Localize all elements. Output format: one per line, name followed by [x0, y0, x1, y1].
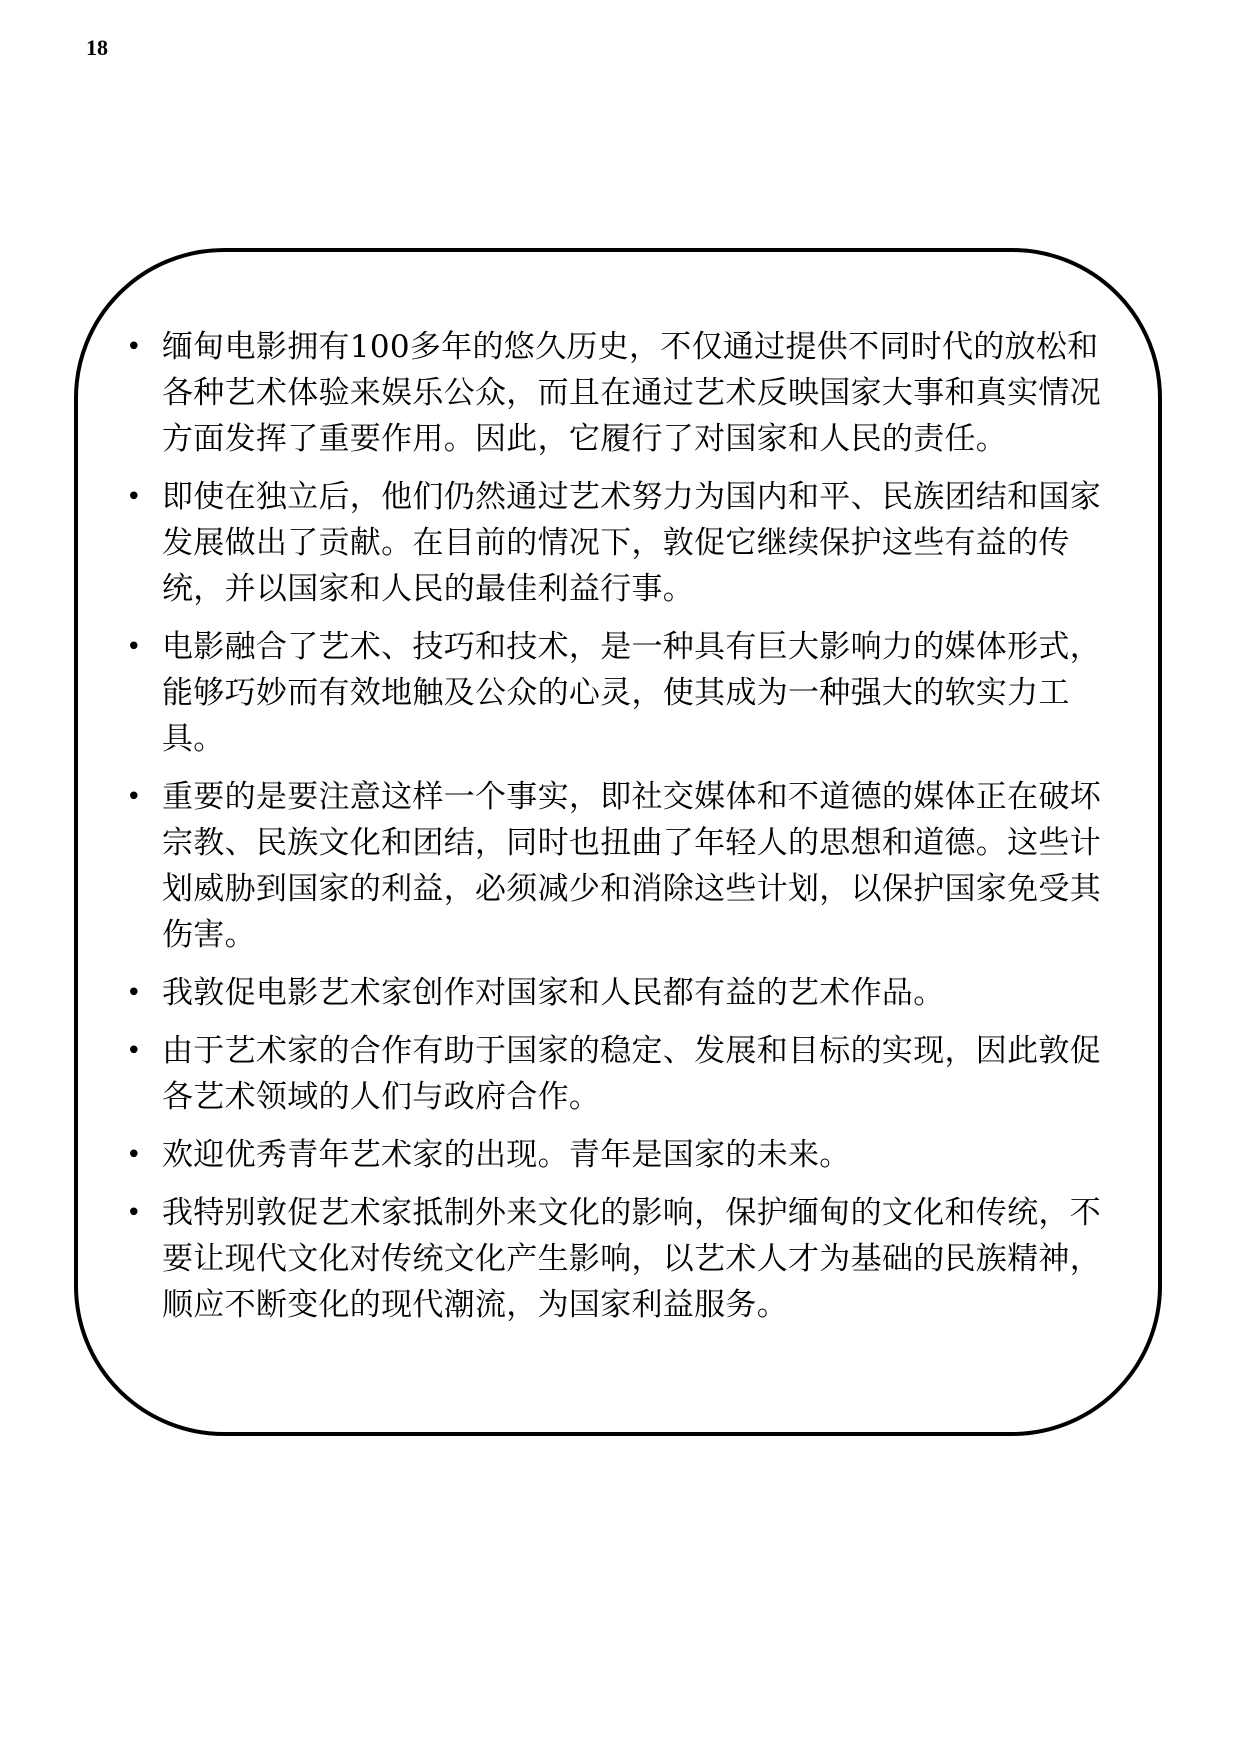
list-item-text: 欢迎优秀青年艺术家的出现。青年是国家的未来。 [162, 1137, 851, 1173]
list-item [124, 774, 1124, 958]
bullet-icon: • [126, 482, 142, 512]
bullet-icon: • [126, 978, 142, 1008]
bullet-icon: • [126, 782, 142, 812]
list-item [124, 1190, 1124, 1328]
page-number: 18 [86, 35, 108, 60]
bullet-icon: • [126, 1140, 142, 1170]
list-item [124, 1028, 1124, 1120]
list-item [124, 624, 1124, 762]
bullet-icon: • [126, 632, 142, 662]
list-item-text: 缅甸电影拥有100多年的悠久历史，不仅通过提供不同时代的放松和各种艺术体验来娱乐公众，而且在通过艺术反映国家大事和真实情况方面发挥了重要作用。因此，它履行了对国家和人民的责任。 [162, 329, 1101, 457]
list-item-text: 我敦促电影艺术家创作对国家和人民都有益的艺术作品。 [162, 975, 945, 1011]
list-item [124, 324, 1124, 462]
bullet-list [124, 324, 1124, 1340]
bullet-icon: • [126, 1198, 142, 1228]
bullet-icon: • [126, 1036, 142, 1066]
list-item [124, 474, 1124, 612]
list-item-text: 电影融合了艺术、技巧和技术，是一种具有巨大影响力的媒体形式，能够巧妙而有效地触及公众的心灵，使其成为一种强大的软实力工具。 [162, 629, 1101, 757]
list-item [124, 1132, 1124, 1178]
list-item-text: 即使在独立后，他们仍然通过艺术努力为国内和平、民族团结和国家发展做出了贡献。在目前的情况下，敦促它继续保护这些有益的传统，并以国家和人民的最佳利益行事。 [162, 479, 1101, 607]
list-item-text: 重要的是要注意这样一个事实，即社交媒体和不道德的媒体正在破坏宗教、民族文化和团结，同时也扭曲了年轻人的思想和道德。这些计划威胁到国家的利益，必须减少和消除这些计划，以保护国家免受其伤害。 [162, 779, 1101, 953]
list-item-text: 我特别敦促艺术家抵制外来文化的影响，保护缅甸的文化和传统，不要让现代文化对传统文化产生影响，以艺术人才为基础的民族精神，顺应不断变化的现代潮流，为国家利益服务。 [162, 1195, 1101, 1323]
bullet-icon: • [126, 332, 142, 362]
list-item-text: 由于艺术家的合作有助于国家的稳定、发展和目标的实现，因此敦促各艺术领域的人们与政府合作。 [162, 1033, 1101, 1115]
list-item [124, 970, 1124, 1016]
